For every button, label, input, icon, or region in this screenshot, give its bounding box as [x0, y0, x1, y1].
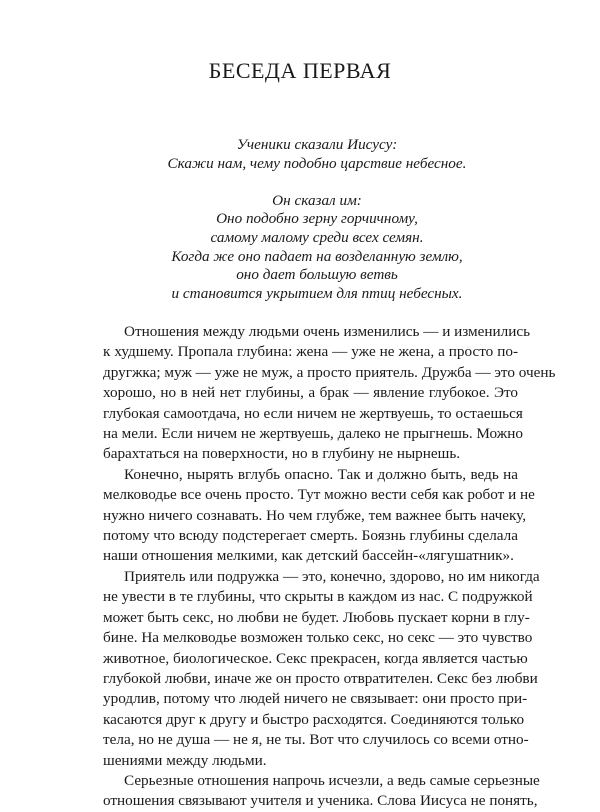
- text-line: Отношения между людьми очень изменились — и изменились: [124, 323, 531, 340]
- text-line: к худшему. Пропала глубина: жена — уже не жена, а просто по-: [103, 343, 518, 361]
- text-line: хорошо, но в ней нет глубины, а брак — явление глубокое. Это: [103, 384, 518, 402]
- epigraph-line: оно дает большую ветвь: [236, 266, 398, 284]
- text-line: глубокой любви, иначе же он просто отвратителен. Секс без любви: [103, 669, 538, 687]
- epigraph-stanza: [0, 136, 600, 173]
- epigraph-stanza: [0, 192, 600, 304]
- epigraph-line: Когда же оно падает на возделанную землю,: [171, 247, 463, 265]
- epigraph-line: самому малому среди всех семян.: [210, 228, 424, 246]
- text-line: мелководье все очень просто. Тут можно вести себя как робот и не: [103, 486, 535, 504]
- epigraph-line: Он сказал им:: [272, 191, 362, 209]
- text-line: бине. На мелководье возможен только секс, но секс — это чувство: [103, 629, 533, 647]
- chapter-title: БЕСЕДА ПЕРВАЯ: [208, 58, 392, 83]
- text-line: Конечно, нырять вглубь опасно. Так и должно быть, ведь на: [124, 465, 518, 483]
- epigraph-line: Оно подобно зерну горчичному,: [216, 210, 418, 228]
- text-line: животное, биологическое. Секс прекрасен, когда является частью: [103, 649, 528, 667]
- text-line: наши отношения мелкими, как детский бассейн-«лягушатник».: [103, 547, 514, 565]
- text-line: нужно ничего сознавать. Но чем глубже, тем важнее быть начеку,: [103, 506, 526, 524]
- text-line: другжка; муж — уже не муж, а просто приятель. Дружба — это очень: [103, 363, 556, 381]
- text-line: Приятель или подружка — это, конечно, здорово, но им никогда: [124, 567, 540, 585]
- text-line: глубокая самоотдача, но если ничем не жертвуешь, то остаешься: [103, 404, 523, 422]
- text-line: на мели. Если ничем не жертвуешь, далеко не прыгнешь. Можно: [103, 425, 523, 443]
- text-line: не увести в те глубины, что скрыты в каждом из нас. С подружкой: [103, 588, 533, 606]
- text-line: отношения связывают учителя и ученика. Слова Иисуса не понять,: [103, 792, 538, 810]
- text-line: тела, но не душа — не я, не ты. Вот что случилось со всеми отно-: [103, 731, 529, 749]
- text-line: Серьезные отношения напрочь исчезли, а ведь самые серьезные: [124, 771, 540, 789]
- text-line: уродлив, потому что людей ничего не связывает: они просто при-: [103, 690, 528, 708]
- epigraph: [0, 136, 600, 303]
- body-text: [103, 322, 556, 812]
- epigraph-line: Ученики сказали Иисусу:: [236, 136, 398, 153]
- epigraph-line: Скажи нам, чему подобно царствие небесное.: [167, 154, 467, 172]
- text-line: барахтаться на поверхности, но в глубину не нырнешь.: [103, 445, 461, 463]
- epigraph-line: и становится укрытием для птиц небесных.: [171, 284, 463, 302]
- text-line: потому что всюду подстерегает смерть. Боязнь глубины сделала: [103, 527, 518, 545]
- text-line: касаются друг к другу и быстро расходятся. Соединяются только: [103, 710, 525, 728]
- text-line: шениями между людьми.: [103, 751, 267, 769]
- text-line: может быть секс, но любви не будет. Любовь пускает корни в глу-: [103, 608, 530, 626]
